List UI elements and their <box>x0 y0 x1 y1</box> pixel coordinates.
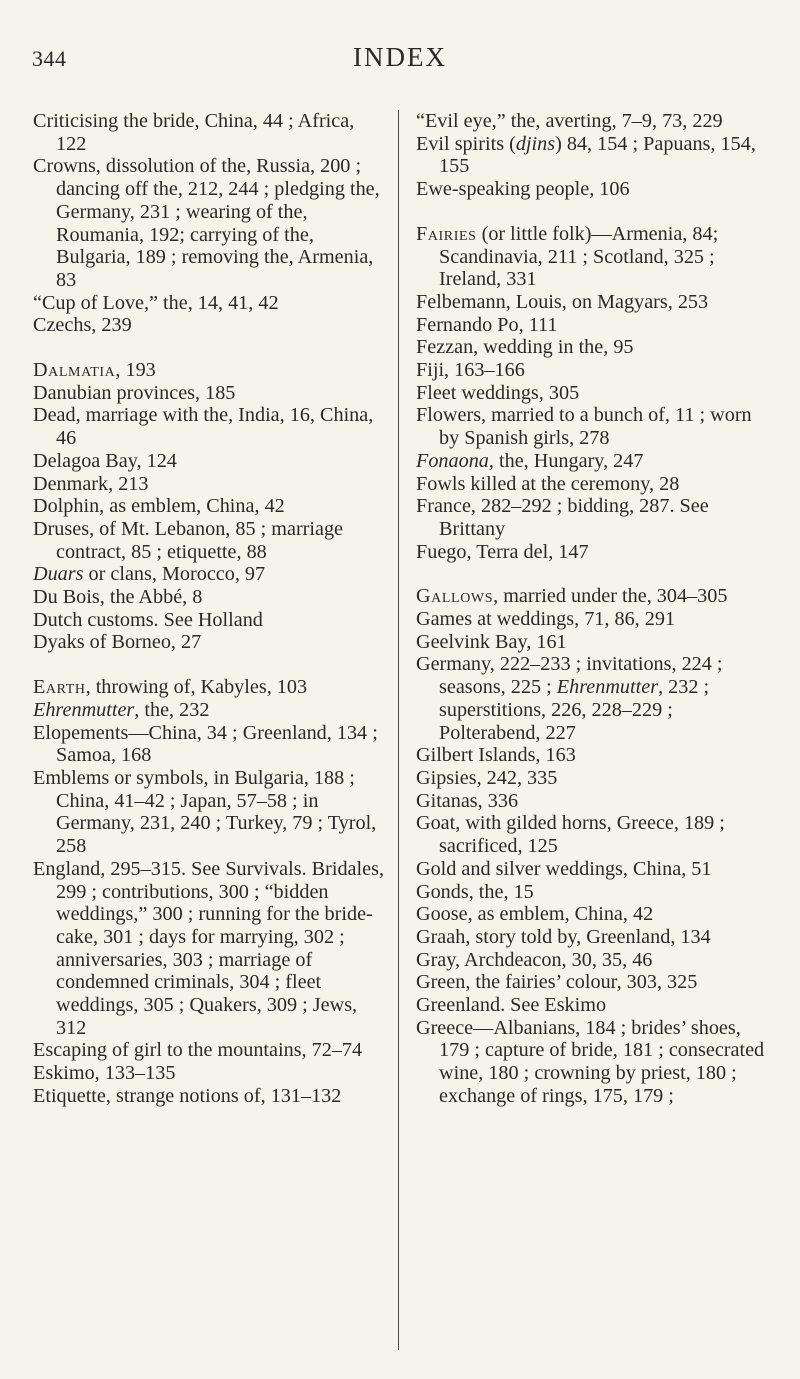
index-entry <box>33 1062 386 1085</box>
index-entry <box>33 676 386 699</box>
entry-text: Du Bois, the Abbé, 8 <box>33 586 203 609</box>
entry-text: Fleet weddings, 305 <box>416 381 580 404</box>
index-entry <box>33 699 386 722</box>
index-entry <box>416 495 771 540</box>
entry-lead-word: Dalmatia <box>33 359 116 382</box>
index-entry <box>416 858 771 881</box>
index-entry <box>416 473 771 496</box>
index-entry <box>33 359 386 382</box>
entry-text: Gold and silver weddings, China, 51 <box>416 857 712 880</box>
index-entry <box>416 790 771 813</box>
entry-text: Escaping of girl to the mountains, 72–74 <box>33 1039 363 1062</box>
entry-text: Denmark, 213 <box>33 472 149 495</box>
entry-text: Geelvink Bay, 161 <box>416 630 567 653</box>
index-entry <box>416 631 771 654</box>
index-entry <box>416 133 771 178</box>
index-entry <box>416 994 771 1017</box>
entry-text: , the, Hungary, 247 <box>488 449 644 472</box>
entry-text: “Evil eye,” the, averting, 7–9, 73, 229 <box>416 110 723 132</box>
entry-italic-term: Ehrenmutter <box>556 676 659 699</box>
entry-text: Ewe-speaking people, 106 <box>416 178 630 201</box>
index-entry <box>416 404 771 449</box>
page-title: INDEX <box>353 42 447 72</box>
index-entry <box>416 949 771 972</box>
index-entry <box>33 404 386 449</box>
index-entry <box>416 971 771 994</box>
entry-text: Eskimo, 133–135 <box>33 1062 176 1085</box>
entry-text: Dutch customs. See Holland <box>33 608 263 631</box>
index-entry <box>416 336 771 359</box>
index-entry <box>33 292 386 315</box>
entry-text: , 232 ; superstitions, 226, 228–229 ; Polterabend, 227 <box>439 676 710 744</box>
entry-text: Emblems or symbols, in Bulgaria, 188 ; China, 41–42 ; Japan, 57–58 ; in Germany, 231, 240 ; Turkey, 79 ; Tyrol, 258 <box>33 766 377 858</box>
entry-text: Green, the fairies’ colour, 303, 325 <box>416 971 698 994</box>
entry-text: Flowers, married to a bunch of, 11 ; worn by Spanish girls, 278 <box>416 404 752 450</box>
index-entry <box>416 359 771 382</box>
entry-text: Delagoa Bay, 124 <box>33 449 177 472</box>
index-entry <box>416 382 771 405</box>
index-entry <box>33 767 386 858</box>
entry-text: France, 282–292 ; bidding, 287. See Brittany <box>416 495 709 540</box>
entry-italic-term: Duars <box>33 563 84 586</box>
index-entry <box>33 1039 386 1062</box>
entry-italic-term: Ehrenmutter <box>33 698 135 721</box>
entry-text: Czechs, 239 <box>33 314 132 337</box>
entry-text: Fernando Po, 111 <box>416 313 558 336</box>
index-entry <box>416 1017 771 1108</box>
entry-text: (or little folk)—Armenia, 84; Scandinavia, 211 ; Scotland, 325 ; Ireland, 331 <box>439 222 719 291</box>
index-entry <box>33 722 386 767</box>
index-entry <box>33 314 386 337</box>
index-entry <box>416 812 771 857</box>
entry-text: Fuego, Terra del, 147 <box>416 540 589 563</box>
entry-text: Fiji, 163–166 <box>416 359 525 382</box>
entry-lead-word: Fairies <box>416 222 477 245</box>
entry-text: Gray, Archdeacon, 30, 35, 46 <box>416 948 653 971</box>
index-entry <box>416 744 771 767</box>
entry-text: Dead, marriage with the, India, 16, China, 46 <box>33 404 374 450</box>
entry-lead-word: Earth <box>33 676 86 699</box>
index-entry <box>416 608 771 631</box>
entry-text: Dyaks of Borneo, 27 <box>33 631 202 654</box>
entry-italic-term: Fonaona <box>416 449 489 472</box>
index-entry <box>416 653 771 744</box>
index-entry <box>33 450 386 473</box>
entry-text: England, 295–315. See Survivals. Bridales, 299 ; contributions, 300 ; “bidden weddings,” 300 ; running for the bride-cake, 301 ; days for marrying, 302 ; anniversaries, 303 ; marriage of condemned criminals, 304 ; fleet weddings, 305 ; Quakers, 309 ; Jews, 312 <box>33 857 384 1039</box>
index-entry <box>33 631 386 654</box>
entry-text: Crowns, dissolution of the, Russia, 200 ; dancing off the, 212, 244 ; pledging the, Germany, 231 ; wearing of the, Roumania, 192; carrying of the, Bulgaria, 189 ; removing the, Armenia, 83 <box>33 155 380 291</box>
entry-text: Games at weddings, 71, 86, 291 <box>416 608 676 631</box>
index-entry <box>416 450 771 473</box>
entry-text: , 193 <box>115 359 156 382</box>
entry-text: Criticising the bride, China, 44 ; Africa, 122 <box>33 110 355 155</box>
index-entry <box>33 473 386 496</box>
entry-text: Dolphin, as emblem, China, 42 <box>33 495 285 518</box>
entry-text: Gonds, the, 15 <box>416 880 534 903</box>
entry-text: Graah, story told by, Greenland, 134 <box>416 925 711 948</box>
entry-text: Fezzan, wedding in the, 95 <box>416 336 634 359</box>
index-entry <box>416 223 771 291</box>
index-entry <box>33 609 386 632</box>
entry-text: Gilbert Islands, 163 <box>416 744 576 767</box>
index-entry <box>416 178 771 201</box>
entry-text: “Cup of Love,” the, 14, 41, 42 <box>33 291 279 314</box>
entry-text: Greenland. See Eskimo <box>416 994 607 1017</box>
entry-text: Gipsies, 242, 335 <box>416 766 558 789</box>
index-entry <box>416 881 771 904</box>
index-entry <box>33 586 386 609</box>
index-entry <box>33 382 386 405</box>
entry-text: Danubian provinces, 185 <box>33 381 236 404</box>
index-entry <box>416 903 771 926</box>
entry-text: Fowls killed at the ceremony, 28 <box>416 472 680 495</box>
column-divider <box>398 110 399 1350</box>
index-entry <box>416 314 771 337</box>
index-column-left <box>33 110 386 1108</box>
index-entry <box>416 110 771 133</box>
entry-lead-word: Gallows <box>416 585 494 608</box>
entry-text: , throwing of, Kabyles, 103 <box>85 676 308 699</box>
entry-text: Felbemann, Louis, on Magyars, 253 <box>416 290 709 313</box>
index-entry <box>416 291 771 314</box>
index-entry <box>33 155 386 291</box>
entry-text: Druses, of Mt. Lebanon, 85 ; marriage contract, 85 ; etiquette, 88 <box>33 517 344 563</box>
entry-text: Goose, as emblem, China, 42 <box>416 903 654 926</box>
page-number: 344 <box>32 46 67 71</box>
index-entry <box>416 585 771 608</box>
index-entry <box>33 110 386 155</box>
index-entry <box>416 541 771 564</box>
index-entry <box>33 858 386 1040</box>
entry-text: Goat, with gilded horns, Greece, 189 ; sacrificed, 125 <box>416 812 725 858</box>
index-entry <box>33 563 386 586</box>
index-entry <box>416 767 771 790</box>
entry-text: Gitanas, 336 <box>416 789 519 812</box>
entry-text: , the, 232 <box>134 698 210 721</box>
entry-text: Etiquette, strange notions of, 131–132 <box>33 1084 342 1107</box>
entry-text: Elopements—China, 34 ; Greenland, 134 ; Samoa, 168 <box>33 721 378 767</box>
entry-text: , married under the, 304–305 <box>493 585 728 608</box>
entry-text: ) 84, 154 ; Papuans, 154, 155 <box>439 132 756 178</box>
index-column-right <box>416 110 771 1108</box>
entry-italic-term: djins <box>515 132 556 155</box>
entry-text: Greece—Albanians, 184 ; brides’ shoes, 179 ; capture of bride, 181 ; consecrated wine, 180 ; crowning by priest, 180 ; exchange of rings, 175, 179 ; <box>416 1016 765 1107</box>
entry-text: Germany, 222–233 ; invitations, 224 ; seasons, 225 ; <box>416 653 723 699</box>
index-entry <box>33 495 386 518</box>
index-entry <box>416 926 771 949</box>
index-entry <box>33 1085 386 1108</box>
index-entry <box>33 518 386 563</box>
entry-text: or clans, Morocco, 97 <box>83 563 266 586</box>
entry-text: Evil spirits ( <box>416 132 516 155</box>
